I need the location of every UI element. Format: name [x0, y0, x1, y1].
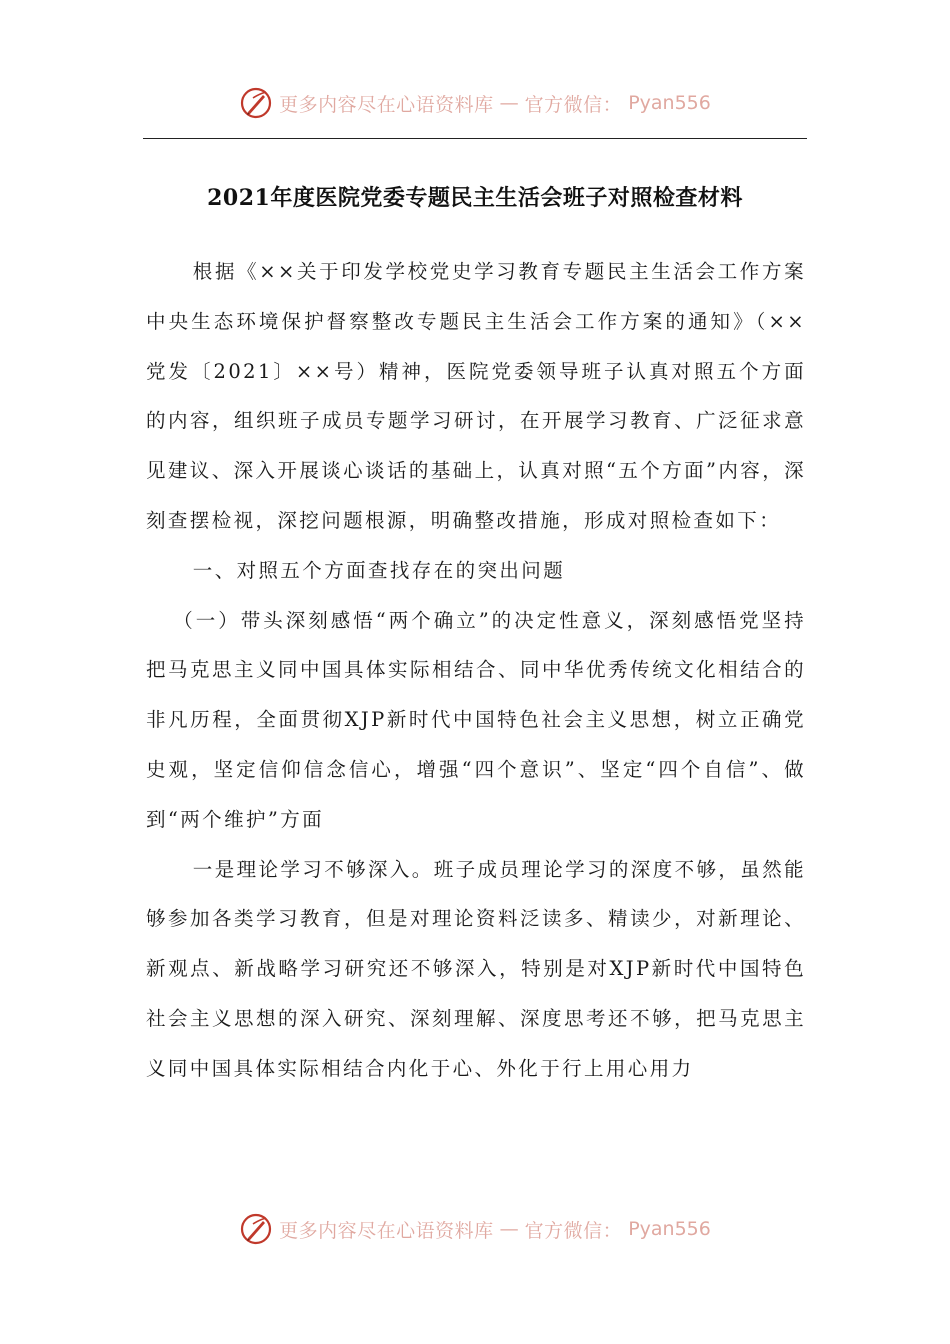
- watermark-separator: —: [499, 1218, 519, 1240]
- watermark-label: 官方微信：: [524, 93, 623, 116]
- footer-watermark: [0, 1212, 950, 1246]
- watermark-wechat-id: Pyan556: [628, 92, 711, 114]
- watermark-label: 官方微信：: [524, 1219, 623, 1242]
- watermark-wechat-id: Pyan556: [628, 1218, 711, 1240]
- paragraph-section-heading: 一、对照五个方面查找存在的突出问题: [192, 558, 566, 582]
- paragraph-intro: 根据《××关于印发学校党史学习教育专题民主生活会工作方案中央生态环境保护督察整改专题民主生活会工作方案的通知》（××党发〔2021〕××号）精神，医院党委领导班子认真对照五个方面的内容，组织班子成员专题学习研讨，在开展学习教育、广泛征求意见建议、深入开展谈心谈话的基础上，认真对照“五个方面”内容，深刻查摆检视，深挖问题根源，明确整改措施，形成对照检查如下：: [146, 260, 806, 532]
- paragraph-subsection-one: （一）带头深刻感悟“两个确立”的决定性意义，深刻感悟党坚持把马克思主义同中国具体实际相结合、同中华优秀传统文化相结合的非凡历程，全面贯彻XJP新时代中国特色社会主义思想，树立正确党史观，坚定信仰信念信心，增强“四个意识”、坚定“四个自信”、做到“两个维护”方面: [146, 608, 806, 831]
- watermark-separator: —: [499, 92, 519, 114]
- watermark-prefix: 更多内容尽在心语资料库: [279, 1219, 494, 1242]
- document-title: 2021年度医院党委专题民主生活会班子对照检查材料: [207, 185, 743, 211]
- paragraph-point-one: 一是理论学习不够深入。班子成员理论学习的深度不够，虽然能够参加各类学习教育，但是对理论资料泛读多、精读少，对新理论、新观点、新战略学习研究还不够深入，特别是对XJP新时代中国特色社会主义思想的深入研究、深刻理解、深度思考还不够，把马克思主义同中国具体实际相结合内化于心、外化于行上用心用力: [146, 857, 806, 1080]
- quill-pen-logo-icon: [239, 86, 273, 120]
- quill-pen-logo-icon: [239, 1212, 273, 1246]
- header-rule: [143, 138, 807, 139]
- header-watermark: [0, 86, 950, 120]
- document-body: [146, 247, 806, 1094]
- watermark-prefix: 更多内容尽在心语资料库: [279, 93, 494, 116]
